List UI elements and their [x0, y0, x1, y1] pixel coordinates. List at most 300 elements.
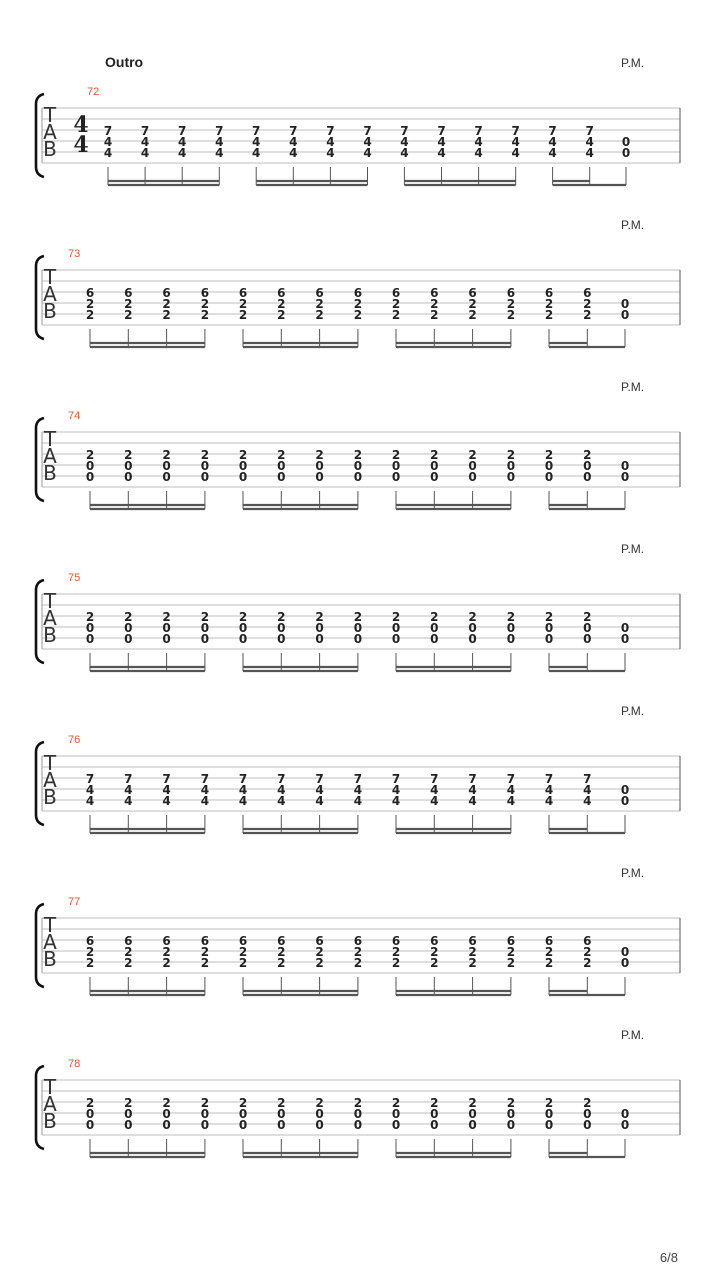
fret-number: 2 [238, 308, 248, 322]
fret-number: 0 [277, 621, 286, 635]
fret-number: 4 [468, 783, 477, 797]
fret-number: 0 [583, 470, 592, 484]
tab-clef-letter: B [43, 1109, 57, 1133]
fret-number: 0 [544, 470, 554, 484]
fret-number: 0 [238, 632, 248, 646]
fret-number: 2 [277, 1096, 286, 1110]
tab-clef-letter: T [43, 265, 57, 289]
fret-number: 0 [353, 470, 363, 484]
fret-number: 2 [238, 297, 248, 311]
fret-number: 4 [400, 135, 409, 149]
fret-number: 2 [391, 308, 401, 322]
fret-number: 7 [326, 124, 335, 138]
fret-number: 2 [391, 945, 401, 959]
fret-number: 0 [620, 1107, 630, 1121]
tab-clef-letter: B [43, 623, 57, 647]
fret-number: 0 [85, 1107, 95, 1121]
palm-mute-label: P.M. [621, 380, 645, 394]
fret-number: 4 [215, 135, 224, 149]
fret-number: 2 [391, 448, 401, 462]
fret-number: 0 [391, 621, 401, 635]
fret-number: 0 [238, 1118, 248, 1132]
fret-number: 2 [315, 610, 324, 624]
fret-number: 2 [468, 308, 477, 322]
fret-number: 2 [506, 956, 516, 970]
palm-mute-label: P.M. [621, 542, 645, 556]
fret-number: 2 [430, 448, 439, 462]
fret-number: 4 [363, 135, 372, 149]
fret-number: 6 [583, 934, 592, 948]
fret-number: 2 [506, 610, 516, 624]
fret-number: 6 [468, 934, 477, 948]
fret-number: 2 [391, 1096, 401, 1110]
fret-number: 2 [200, 956, 210, 970]
palm-mute-label: P.M. [621, 218, 645, 232]
tab-staff [0, 700, 720, 850]
fret-number: 7 [289, 124, 298, 138]
fret-number: 7 [277, 772, 286, 786]
fret-number: 4 [430, 783, 439, 797]
fret-number: 2 [85, 945, 95, 959]
fret-number: 4 [583, 783, 592, 797]
fret-number: 4 [252, 135, 261, 149]
fret-number: 0 [353, 632, 363, 646]
tab-clef-letter: T [43, 751, 57, 775]
fret-number: 0 [391, 1107, 401, 1121]
fret-number: 4 [178, 135, 187, 149]
fret-number: 0 [430, 632, 439, 646]
tab-clef-letter: A [43, 606, 57, 630]
fret-number: 0 [238, 470, 248, 484]
fret-number: 2 [277, 945, 286, 959]
fret-number: 0 [162, 621, 171, 635]
fret-number: 0 [620, 783, 630, 797]
fret-number: 6 [238, 286, 248, 300]
fret-number: 7 [162, 772, 171, 786]
fret-number: 0 [620, 470, 630, 484]
fret-number: 0 [124, 1118, 133, 1132]
fret-number: 2 [85, 1096, 95, 1110]
fret-number: 0 [620, 794, 630, 808]
fret-number: 2 [544, 448, 554, 462]
fret-number: 0 [162, 1118, 171, 1132]
fret-number: 2 [277, 448, 286, 462]
fret-number: 2 [200, 610, 210, 624]
fret-number: 0 [583, 1118, 592, 1132]
tab-staff [0, 214, 720, 364]
fret-number: 0 [200, 1107, 210, 1121]
fret-number: 7 [178, 124, 187, 138]
fret-number: 4 [238, 794, 248, 808]
fret-number: 2 [468, 956, 477, 970]
fret-number: 2 [124, 1096, 133, 1110]
fret-number: 0 [85, 1118, 95, 1132]
fret-number: 0 [621, 135, 631, 149]
fret-number: 0 [85, 621, 95, 635]
fret-number: 0 [583, 1107, 592, 1121]
fret-number: 2 [162, 448, 171, 462]
tab-system [0, 862, 720, 982]
fret-number: 0 [277, 1118, 286, 1132]
fret-number: 6 [315, 286, 324, 300]
fret-number: 0 [391, 470, 401, 484]
fret-number: 4 [511, 146, 520, 160]
fret-number: 0 [506, 1118, 516, 1132]
fret-number: 2 [544, 308, 554, 322]
fret-number: 4 [391, 783, 401, 797]
fret-number: 4 [400, 146, 409, 160]
fret-number: 6 [277, 286, 286, 300]
fret-number: 7 [124, 772, 133, 786]
fret-number: 0 [583, 459, 592, 473]
fret-number: 2 [200, 945, 210, 959]
fret-number: 0 [621, 146, 631, 160]
fret-number: 0 [124, 1107, 133, 1121]
fret-number: 0 [583, 621, 592, 635]
fret-number: 4 [178, 146, 187, 160]
fret-number: 2 [353, 297, 363, 311]
fret-number: 7 [200, 772, 210, 786]
fret-number: 4 [140, 146, 150, 160]
fret-number: 0 [124, 459, 133, 473]
fret-number: 2 [430, 945, 439, 959]
fret-number: 2 [238, 956, 248, 970]
fret-number: 7 [238, 772, 248, 786]
fret-number: 2 [315, 448, 324, 462]
tab-clef-letter: A [43, 1092, 57, 1116]
fret-number: 6 [544, 286, 554, 300]
fret-number: 7 [391, 772, 401, 786]
fret-number: 0 [162, 1107, 171, 1121]
fret-number: 0 [200, 632, 210, 646]
fret-number: 0 [506, 621, 516, 635]
fret-number: 7 [353, 772, 363, 786]
fret-number: 4 [506, 783, 516, 797]
fret-number: 0 [85, 459, 95, 473]
fret-number: 0 [162, 459, 171, 473]
measure-number: 78 [68, 1058, 81, 1070]
fret-number: 4 [437, 146, 446, 160]
fret-number: 7 [511, 124, 520, 138]
fret-number: 6 [315, 934, 324, 948]
fret-number: 7 [363, 124, 372, 138]
fret-number: 4 [315, 794, 324, 808]
fret-number: 4 [289, 135, 298, 149]
tab-staff [0, 52, 720, 202]
fret-number: 6 [506, 286, 516, 300]
fret-number: 2 [353, 945, 363, 959]
tab-clef-letter: A [43, 768, 57, 792]
fret-number: 2 [124, 610, 133, 624]
fret-number: 0 [544, 621, 554, 635]
fret-number: 7 [400, 124, 409, 138]
fret-number: 2 [238, 610, 248, 624]
fret-number: 6 [200, 934, 210, 948]
fret-number: 0 [506, 470, 516, 484]
fret-number: 0 [620, 956, 630, 970]
fret-number: 4 [430, 794, 439, 808]
fret-number: 2 [506, 448, 516, 462]
fret-number: 4 [215, 146, 224, 160]
fret-number: 2 [124, 308, 133, 322]
fret-number: 7 [140, 124, 150, 138]
measure-number: 73 [68, 248, 81, 260]
fret-number: 0 [620, 945, 630, 959]
palm-mute-label: P.M. [621, 56, 645, 70]
fret-number: 2 [430, 1096, 439, 1110]
fret-number: 4 [200, 783, 210, 797]
fret-number: 0 [620, 297, 630, 311]
fret-number: 2 [162, 308, 171, 322]
fret-number: 2 [162, 1096, 171, 1110]
tab-clef-letter: T [43, 427, 57, 451]
fret-number: 7 [474, 124, 483, 138]
fret-number: 0 [315, 1118, 324, 1132]
fret-number: 7 [544, 772, 554, 786]
fret-number: 0 [544, 632, 554, 646]
fret-number: 2 [506, 297, 516, 311]
fret-number: 6 [238, 934, 248, 948]
fret-number: 0 [277, 632, 286, 646]
fret-number: 2 [506, 308, 516, 322]
fret-number: 2 [583, 297, 592, 311]
fret-number: 7 [215, 124, 224, 138]
tab-clef-letter: A [43, 930, 57, 954]
fret-number: 0 [391, 459, 401, 473]
fret-number: 4 [124, 794, 133, 808]
fret-number: 2 [430, 956, 439, 970]
tab-clef-letter: B [43, 785, 57, 809]
fret-number: 4 [162, 783, 171, 797]
fret-number: 2 [162, 945, 171, 959]
fret-number: 7 [506, 772, 516, 786]
fret-number: 2 [353, 1096, 363, 1110]
fret-number: 0 [430, 1107, 439, 1121]
fret-number: 6 [430, 286, 439, 300]
fret-number: 2 [583, 945, 592, 959]
fret-number: 2 [85, 308, 95, 322]
fret-number: 2 [315, 945, 324, 959]
tab-clef-letter: T [43, 589, 57, 613]
fret-number: 6 [583, 286, 592, 300]
fret-number: 4 [585, 146, 594, 160]
fret-number: 4 [326, 135, 335, 149]
measure-number: 72 [87, 86, 100, 98]
fret-number: 4 [277, 783, 286, 797]
fret-number: 4 [238, 783, 248, 797]
fret-number: 2 [430, 297, 439, 311]
fret-number: 4 [315, 783, 324, 797]
fret-number: 6 [353, 934, 363, 948]
tab-staff [0, 862, 720, 1012]
fret-number: 2 [544, 1096, 554, 1110]
fret-number: 6 [391, 934, 401, 948]
fret-number: 2 [430, 308, 439, 322]
fret-number: 7 [585, 124, 594, 138]
fret-number: 4 [200, 794, 210, 808]
fret-number: 2 [162, 297, 171, 311]
fret-number: 0 [277, 459, 286, 473]
tab-clef-letter: A [43, 444, 57, 468]
tab-system [0, 700, 720, 820]
page-number: 6/8 [659, 1250, 678, 1265]
fret-number: 2 [238, 945, 248, 959]
fret-number: 6 [277, 934, 286, 948]
fret-number: 7 [252, 124, 261, 138]
fret-number: 4 [124, 783, 133, 797]
fret-number: 2 [391, 610, 401, 624]
tab-system [0, 538, 720, 658]
fret-number: 6 [506, 934, 516, 948]
fret-number: 0 [353, 621, 363, 635]
fret-number: 0 [544, 459, 554, 473]
fret-number: 2 [468, 448, 477, 462]
fret-number: 4 [277, 794, 286, 808]
fret-number: 2 [238, 1096, 248, 1110]
fret-number: 2 [583, 956, 592, 970]
fret-number: 6 [85, 286, 95, 300]
fret-number: 4 [85, 794, 95, 808]
fret-number: 4 [511, 135, 520, 149]
fret-number: 2 [200, 1096, 210, 1110]
fret-number: 0 [620, 308, 630, 322]
fret-number: 2 [200, 297, 210, 311]
fret-number: 2 [544, 956, 554, 970]
fret-number: 4 [544, 794, 554, 808]
fret-number: 4 [140, 135, 150, 149]
fret-number: 2 [468, 945, 477, 959]
fret-number: 0 [430, 621, 439, 635]
fret-number: 2 [124, 297, 133, 311]
fret-number: 6 [391, 286, 401, 300]
fret-number: 0 [620, 621, 630, 635]
fret-number: 2 [353, 610, 363, 624]
fret-number: 2 [315, 308, 324, 322]
tab-staff [0, 538, 720, 688]
fret-number: 6 [162, 934, 171, 948]
fret-number: 2 [468, 297, 477, 311]
fret-number: 0 [430, 1118, 439, 1132]
fret-number: 2 [544, 610, 554, 624]
fret-number: 2 [430, 610, 439, 624]
tab-system [0, 214, 720, 334]
fret-number: 2 [468, 1096, 477, 1110]
fret-number: 0 [468, 1107, 477, 1121]
fret-number: 0 [391, 1118, 401, 1132]
fret-number: 0 [468, 621, 477, 635]
fret-number: 7 [468, 772, 477, 786]
fret-number: 2 [85, 610, 95, 624]
fret-number: 0 [620, 459, 630, 473]
fret-number: 0 [544, 1107, 554, 1121]
fret-number: 0 [620, 1118, 630, 1132]
fret-number: 4 [353, 783, 363, 797]
fret-number: 2 [506, 1096, 516, 1110]
fret-number: 2 [391, 297, 401, 311]
fret-number: 6 [200, 286, 210, 300]
tab-clef-letter: B [43, 299, 57, 323]
fret-number: 0 [238, 1107, 248, 1121]
fret-number: 0 [315, 632, 324, 646]
fret-number: 0 [277, 470, 286, 484]
tab-clef-letter: T [43, 1075, 57, 1099]
fret-number: 7 [548, 124, 557, 138]
fret-number: 2 [315, 956, 324, 970]
fret-number: 2 [85, 448, 95, 462]
fret-number: 2 [506, 945, 516, 959]
fret-number: 0 [506, 632, 516, 646]
fret-number: 6 [468, 286, 477, 300]
fret-number: 4 [548, 135, 557, 149]
fret-number: 4 [326, 146, 335, 160]
fret-number: 0 [353, 459, 363, 473]
palm-mute-label: P.M. [621, 1028, 645, 1042]
fret-number: 0 [85, 470, 95, 484]
fret-number: 4 [353, 794, 363, 808]
fret-number: 0 [238, 459, 248, 473]
tab-system [0, 1024, 720, 1144]
fret-number: 0 [162, 470, 171, 484]
fret-number: 6 [162, 286, 171, 300]
fret-number: 7 [85, 772, 95, 786]
fret-number: 2 [162, 956, 171, 970]
fret-number: 2 [583, 610, 592, 624]
tab-clef-letter: T [43, 913, 57, 937]
fret-number: 4 [363, 146, 372, 160]
fret-number: 2 [124, 945, 133, 959]
fret-number: 7 [437, 124, 446, 138]
fret-number: 4 [474, 146, 483, 160]
palm-mute-label: P.M. [621, 704, 645, 718]
fret-number: 0 [430, 459, 439, 473]
fret-number: 0 [353, 1107, 363, 1121]
time-signature-numerator: 4 [73, 112, 89, 138]
fret-number: 4 [468, 794, 477, 808]
fret-number: 0 [468, 470, 477, 484]
fret-number: 0 [315, 621, 324, 635]
tab-clef-letter: B [43, 137, 57, 161]
fret-number: 6 [544, 934, 554, 948]
fret-number: 4 [437, 135, 446, 149]
fret-number: 0 [238, 621, 248, 635]
tab-staff [0, 376, 720, 526]
tab-staff [0, 1024, 720, 1174]
tab-system [0, 376, 720, 496]
tab-clef-letter: A [43, 120, 57, 144]
fret-number: 2 [583, 448, 592, 462]
fret-number: 4 [391, 794, 401, 808]
tab-clef-letter: T [43, 103, 57, 127]
fret-number: 0 [353, 1118, 363, 1132]
fret-number: 2 [124, 956, 133, 970]
fret-number: 7 [315, 772, 324, 786]
fret-number: 2 [315, 1096, 324, 1110]
fret-number: 2 [544, 945, 554, 959]
fret-number: 4 [103, 135, 113, 149]
fret-number: 2 [200, 448, 210, 462]
fret-number: 0 [315, 470, 324, 484]
fret-number: 0 [124, 621, 133, 635]
measure-number: 76 [68, 734, 81, 746]
tab-system [0, 52, 720, 172]
fret-number: 2 [85, 297, 95, 311]
fret-number: 4 [583, 794, 592, 808]
fret-number: 0 [200, 459, 210, 473]
fret-number: 2 [277, 308, 286, 322]
fret-number: 0 [200, 1118, 210, 1132]
fret-number: 4 [474, 135, 483, 149]
fret-number: 2 [85, 956, 95, 970]
